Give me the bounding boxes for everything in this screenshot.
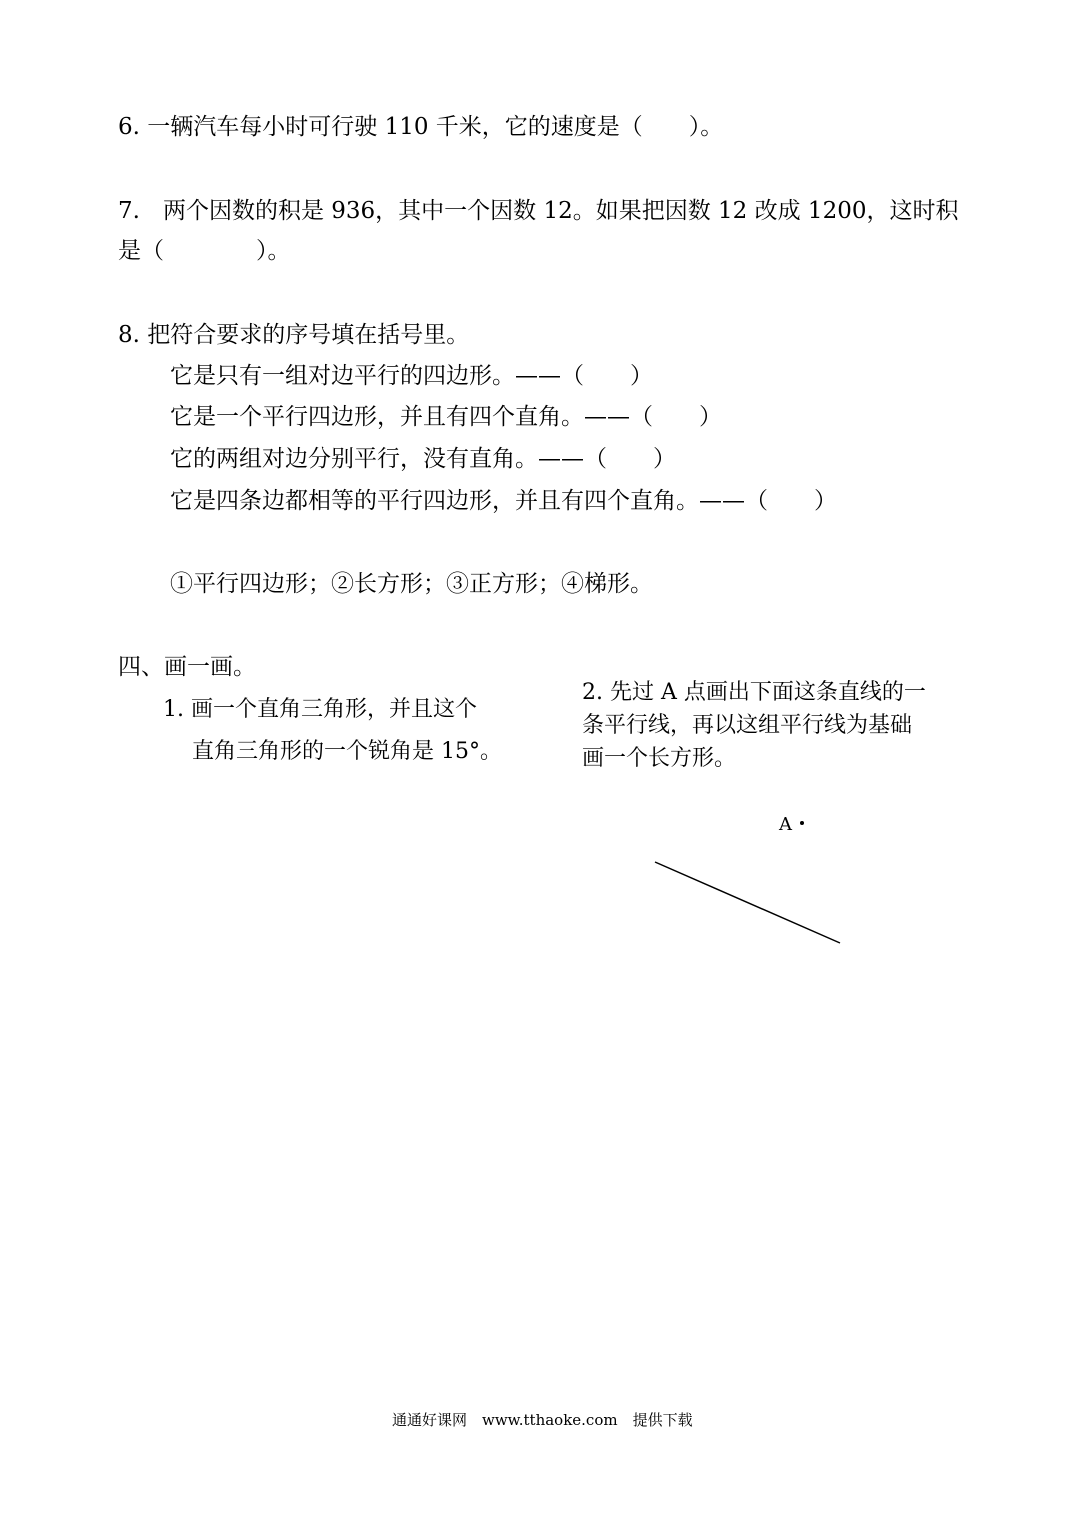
reference-line bbox=[655, 862, 840, 943]
draw-task-2-line-3: 画一个长方形。 bbox=[582, 746, 737, 771]
draw-task-2-line-2: 条平行线，再以这组平行线为基础 bbox=[582, 713, 913, 738]
question-7-line-2: 是（ ）。 bbox=[118, 238, 291, 264]
question-8-item-2: 它是一个平行四边形，并且有四个直角。——（ ） bbox=[170, 404, 722, 430]
section-4-title: 四、画一画。 bbox=[118, 654, 256, 680]
question-8-options: ①平行四边形；②长方形；③正方形；④梯形。 bbox=[170, 571, 653, 597]
draw-task-1-line-2: 直角三角形的一个锐角是 15°。 bbox=[192, 739, 502, 764]
question-7-line-1: 7. 两个因数的积是 936，其中一个因数 12。如果把因数 12 改成 1200，这时积 bbox=[118, 198, 959, 224]
question-8-item-1: 它是只有一组对边平行的四边形。——（ ） bbox=[170, 363, 653, 389]
question-8-item-4: 它是四条边都相等的平行四边形，并且有四个直角。——（ ） bbox=[170, 488, 837, 514]
question-6: 6. 一辆汽车每小时可行驶 110 千米，它的速度是（ ）。 bbox=[118, 114, 724, 140]
point-a-label: A bbox=[779, 814, 792, 835]
draw-task-1-line-1: 1. 画一个直角三角形，并且这个 bbox=[163, 697, 477, 722]
draw-task-2-line-1: 2. 先过 A 点画出下面这条直线的一 bbox=[582, 680, 926, 705]
question-8-title: 8. 把符合要求的序号填在括号里。 bbox=[118, 322, 470, 348]
question-8-item-3: 它的两组对边分别平行，没有直角。——（ ） bbox=[170, 446, 676, 472]
point-a-dot bbox=[800, 821, 804, 825]
footer-text: 通通好课网 www.tthaoke.com 提供下载 bbox=[392, 1411, 693, 1429]
